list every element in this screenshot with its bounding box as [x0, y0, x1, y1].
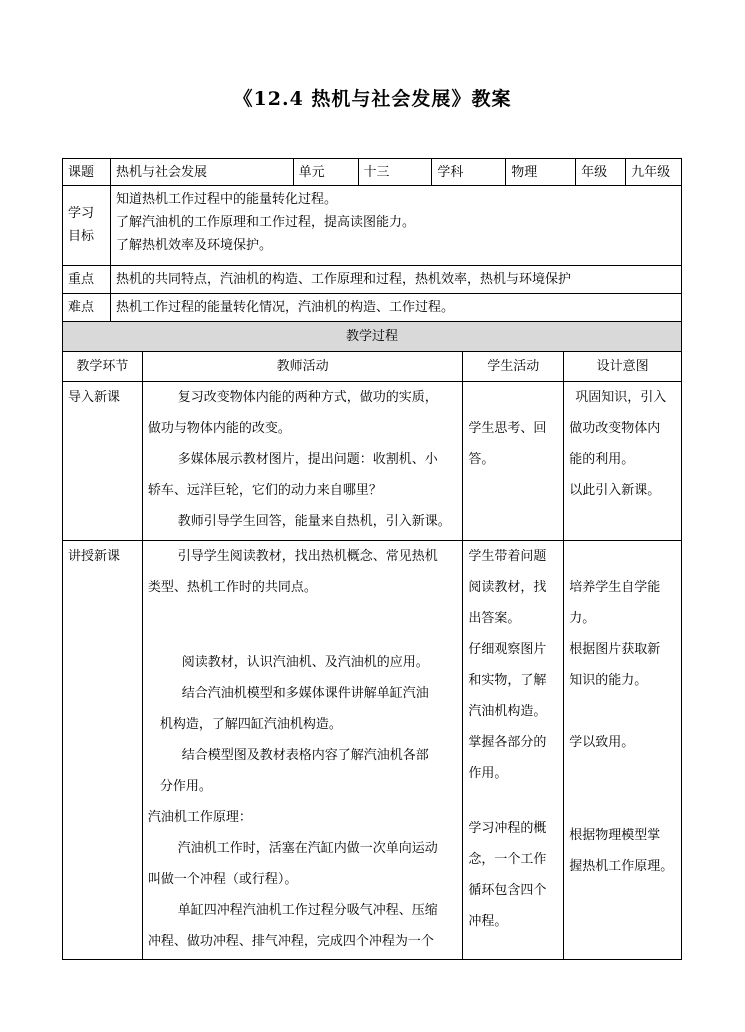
- col-teacher: 教师活动: [143, 352, 463, 382]
- teacher-line: 叫做一个冲程（或行程）。: [147, 872, 298, 887]
- student-line: 循环包含四个: [468, 883, 547, 898]
- label-subject: 学科: [432, 158, 506, 186]
- intent-line: 知识的能力。: [569, 673, 648, 688]
- key-points-row: [62, 266, 682, 294]
- subject-value: 物理: [506, 158, 576, 186]
- intent-line: 学以致用。: [569, 735, 635, 750]
- label-unit: 单元: [294, 158, 359, 186]
- teacher-line: 单缸四冲程汽油机工作过程分吸气冲程、压缩: [177, 903, 438, 918]
- goals-text: [111, 186, 682, 266]
- student-line: 学习冲程的概: [468, 821, 547, 836]
- teacher-line: 轿车、远洋巨轮，它们的动力来自哪里？: [147, 483, 382, 498]
- student-line: 学生带着问题: [468, 549, 547, 564]
- teacher-line: 做功与物体内能的改变。: [147, 421, 291, 436]
- teacher-line: 阅读教材，认识汽油机、及汽油机的应用。: [181, 655, 429, 670]
- teacher-line: 复习改变物体内能的两种方式，做功的实质，: [177, 390, 438, 405]
- teacher-line: 分作用。: [159, 779, 212, 794]
- process-header-row: [62, 322, 682, 352]
- lesson-plan-table: [62, 158, 682, 960]
- student-line: 出答案。: [468, 611, 521, 626]
- teacher-line: 冲程、做功冲程、排气冲程，完成四个冲程为一个: [147, 934, 434, 949]
- lecture-stage: 讲授新课: [63, 541, 143, 960]
- student-line: 仔细观察图片: [468, 642, 547, 657]
- teacher-line: 多媒体展示教材图片，提出问题：收割机、小: [177, 452, 438, 467]
- lecture-intent: [564, 541, 682, 960]
- col-student: 学生活动: [463, 352, 564, 382]
- intent-line: 能的利用。: [569, 452, 635, 467]
- intent-line: 根据图片获取新: [569, 642, 661, 657]
- teacher-line: 机构造，了解四缸汽油机构造。: [159, 717, 342, 732]
- student-line: 念，一个工作: [468, 852, 547, 867]
- student-line: 答。: [468, 452, 495, 467]
- difficulties-row: [62, 294, 682, 322]
- intro-intent: [564, 382, 682, 541]
- key-points-text: 热机的共同特点，汽油机的构造、工作原理和过程，热机效率，热机与环境保护: [111, 266, 682, 294]
- intent-line: 巩固知识，引入: [575, 390, 667, 405]
- teacher-line: 教师引导学生回答，能量来自热机，引入新课。: [177, 514, 451, 529]
- key-points-label: 重点: [63, 266, 111, 294]
- intro-row: [62, 382, 682, 541]
- page-title: 《12.4 热机与社会发展》教案: [233, 88, 512, 110]
- student-line: 掌握各部分的: [468, 735, 547, 750]
- teacher-line: 汽油机工作时，活塞在汽缸内做一次单向运动: [177, 841, 438, 856]
- intent-line: 握热机工作原理。: [569, 859, 674, 874]
- goal-line: 知道热机工作过程中的能量转化过程。: [115, 192, 337, 207]
- goal-line: 了解热机效率及环境保护。: [115, 238, 272, 253]
- column-header-row: [62, 352, 682, 382]
- lecture-teacher: [143, 541, 463, 960]
- grade-value: 九年级: [626, 158, 682, 186]
- goals-label-line: 目标: [68, 229, 95, 244]
- teacher-line: 结合模型图及教材表格内容了解汽油机各部: [181, 748, 429, 763]
- student-line: 学生思考、回: [468, 421, 547, 436]
- intent-line: 根据物理模型掌: [569, 828, 661, 843]
- info-row: [62, 158, 682, 186]
- lecture-student: [463, 541, 564, 960]
- difficulties-label: 难点: [63, 294, 111, 322]
- goals-label: [63, 186, 111, 266]
- difficulties-text: 热机工作过程的能量转化情况，汽油机的构造、工作过程。: [111, 294, 682, 322]
- intent-line: 力。: [569, 611, 596, 626]
- label-grade: 年级: [576, 158, 626, 186]
- course-value: 热机与社会发展: [111, 158, 294, 186]
- goals-row: [62, 186, 682, 266]
- lecture-row: [62, 541, 682, 960]
- teacher-line: 引导学生阅读教材，找出热机概念、常见热机: [177, 549, 438, 564]
- intent-line: 做功改变物体内: [569, 421, 661, 436]
- student-line: 作用。: [468, 766, 508, 781]
- goals-label-line: 学习: [68, 206, 95, 221]
- student-line: 冲程。: [468, 914, 508, 929]
- intro-teacher: [143, 382, 463, 541]
- teacher-line: 类型、热机工作时的共同点。: [147, 580, 317, 595]
- goal-line: 了解汽油机的工作原理和工作过程，提高读图能力。: [115, 215, 415, 230]
- teacher-line: 汽油机工作原理：: [147, 810, 252, 825]
- unit-value: 十三: [359, 158, 433, 186]
- intro-student: [463, 382, 564, 541]
- label-course: 课题: [63, 158, 111, 186]
- col-stage: 教学环节: [63, 352, 143, 382]
- process-header: 教学过程: [63, 322, 682, 352]
- student-line: 和实物，了解: [468, 673, 547, 688]
- intent-line: 培养学生自学能: [569, 580, 661, 595]
- student-line: 阅读教材，找: [468, 580, 547, 595]
- intro-stage: 导入新课: [63, 382, 143, 541]
- col-intent: 设计意图: [564, 352, 682, 382]
- student-line: 汽油机构造。: [468, 704, 547, 719]
- teacher-line: 结合汽油机模型和多媒体课件讲解单缸汽油: [181, 686, 429, 701]
- intent-line: 以此引入新课。: [569, 483, 661, 498]
